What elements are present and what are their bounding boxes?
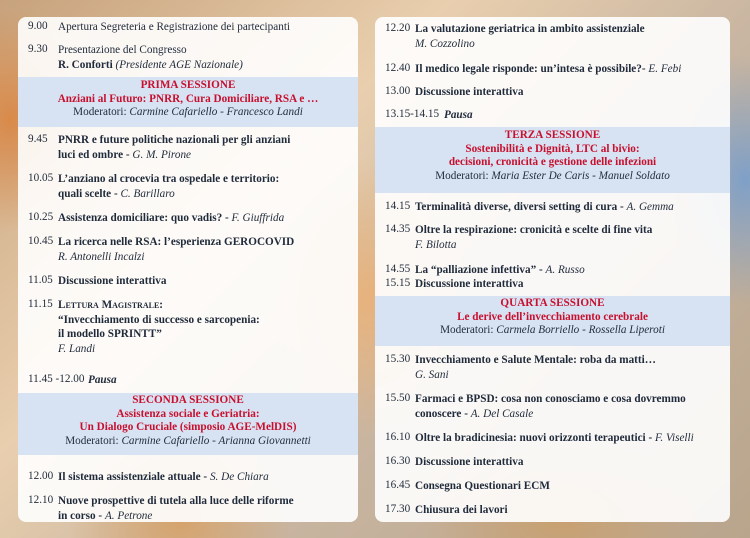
item-time: 10.25: [28, 211, 54, 223]
session-moderators: Moderatori: Maria Ester De Caris - Manuel Soldato: [435, 169, 670, 182]
item-title: Nuove prospettive di tutela alla luce delle riforme: [58, 495, 294, 507]
item-speaker: F. Landi: [58, 342, 96, 355]
item-title: Il sistema assistenziale attuale: [58, 471, 201, 483]
item-time: 11.05: [28, 274, 53, 286]
item-speaker: F. Giuffrida: [231, 212, 285, 224]
item-title: PNRR e future politiche nazionali per gli anziani: [58, 134, 291, 146]
item-time: 14.55: [385, 263, 411, 275]
item-time: 11.45 -12.00: [28, 373, 85, 385]
item-title: Il medico legale risponde: un’intesa è possibile?-: [415, 63, 646, 75]
item-speaker: G. Sani: [415, 368, 449, 381]
item-title: Consegna Questionari ECM: [415, 480, 550, 492]
item-title: Discussione interattiva: [415, 86, 524, 98]
item-speaker: F. Viselli: [655, 432, 694, 444]
item-title: Discussione interattiva: [415, 278, 524, 290]
item-title: La valutazione geriatrica in ambito assistenziale: [415, 23, 645, 35]
session-subtitle: Anziani al Futuro: PNRR, Cura Domiciliare, RSA e …: [57, 92, 319, 105]
item-time: 12.00: [28, 470, 54, 482]
item-time: 10.45: [28, 235, 54, 247]
session-subtitle: Sostenibilità e Dignità, LTC al bivio:: [465, 142, 640, 155]
item-time: 15.30: [385, 353, 411, 365]
session-moderators: Moderatori: Carmine Cafariello - Francesco Landi: [73, 106, 303, 118]
item-speaker-role: (Presidente AGE Nazionale): [115, 58, 243, 71]
item-time: 11.15: [28, 298, 53, 310]
item-time: 9.30: [28, 43, 48, 55]
item-time: 16.30: [385, 455, 411, 467]
item-title: Oltre la bradicinesia: nuovi orizzonti terapeutici: [415, 432, 646, 444]
item-time: 13.00: [385, 85, 411, 97]
item-time: 16.45: [385, 479, 411, 491]
item-speaker: A. Del Casale: [470, 407, 534, 420]
item-time: 12.40: [385, 62, 411, 74]
session-title: TERZA SESSIONE: [504, 129, 601, 141]
session-moderators: Moderatori: Carmine Cafariello - Arianna Giovannetti: [65, 434, 311, 447]
program-left-column: 9.00 Apertura Segreteria e Registrazione dei partecipanti 9.30 Presentazione del Congresso R. Conforti (Presidente AGE Nazionale) PRIMA SESSIONE Anziani al Futuro: PNRR, Cura Domiciliare, RSA e … Moderatori: Carmine Cafariello - Francesco Landi 9.45 PNRR e future politiche nazionali per gli anziani luci ed ombre - G. M. Pirone 10.05 L’anziano al crocevia tra ospedale e territorio: quali scelte - C. Barillaro 10.25 Assistenza domiciliare: quo vadis? - F. Giuffrida 10.45 La ricerca nelle RSA: l’esperienza GEROCOVID R. Antonelli Incalzi 11.05 Discussione interattiva 11.15 Lettura Magistrale: “Invecchiamento di successo e sarcopenia: il modello SPRINTT” F. Landi 11.45 -12.00 Pausa SECONDA SESSIONE Assistenza sociale e Geriatria: Un Dialogo Cruciale (simposio AGE-MelDIS) Moderatori: Carmine Cafariello - Arianna Giovannetti 12.00 Il sistema assistenziale attuale - S. De Chiara 12.10 Nuove prospettive di tutela alla luce delle riforme in corso - A. Petrone: [18, 17, 358, 522]
item-title: Terminalità diverse, diversi setting di cura: [415, 201, 618, 213]
item-label: Lettura Magistrale:: [58, 299, 164, 311]
item-time: 15.15: [385, 277, 411, 289]
item-speaker: C. Barillaro: [120, 187, 175, 200]
session-3-banner: TERZA SESSIONE Sostenibilità e Dignità, LTC al bivio: decisioni, cronicità e gestione delle infezioni Moderatori: Maria Ester De Caris - Manuel Soldato: [375, 127, 730, 193]
item-title: Farmaci e BPSD: cosa non conosciamo e cosa dovremmo: [415, 393, 686, 405]
session-title: SECONDA SESSIONE: [132, 394, 244, 406]
item-title: L’anziano al crocevia tra ospedale e territorio:: [58, 173, 280, 185]
item-speaker: A. Petrone: [104, 509, 153, 522]
item-speaker: S. De Chiara: [209, 471, 269, 483]
program-right-column: 12.20 La valutazione geriatrica in ambito assistenziale M. Cozzolino 12.40 Il medico legale risponde: un’intesa è possibile?- E. Febi 13.00 Discussione interattiva 13.15-14.15 Pausa TERZA SESSIONE Sostenibilità e Dignità, LTC al bivio: decisioni, cronicità e gestione delle infezioni Moderatori: Maria Ester De Caris - Manuel Soldato 14.15 Terminalità diverse, diversi setting di cura - A. Gemma 14.35 Oltre la respirazione: cronicità e scelte di fine vita F. Bilotta 14.55 La “palliazione infettiva” - A. Russo 15.15 Discussione interattiva QUARTA SESSIONE Le derive dell’invecchiamento cerebrale Moderatori: Carmela Borriello - Rossella Liperoti 15.30 Invecchiamento e Salute Mentale: roba da matti… G. Sani 15.50 Farmaci e BPSD: cosa non conosciamo e cosa dovremmo conoscere - A. Del Casale 16.10 Oltre la bradicinesia: nuovi orizzonti terapeutici - F. Viselli 16.30 Discussione interattiva 16.45 Consegna Questionari ECM 17.30 Chiusura dei lavori: [375, 17, 730, 522]
item-time: 15.50: [385, 392, 411, 404]
session-title: PRIMA SESSIONE: [140, 79, 236, 91]
session-2-banner: SECONDA SESSIONE Assistenza sociale e Geriatria: Un Dialogo Cruciale (simposio AGE-MelDIS) Moderatori: Carmine Cafariello - Arianna Giovannetti: [18, 393, 358, 455]
item-title: Oltre la respirazione: cronicità e scelte di fine vita: [415, 224, 653, 236]
item-title: Pausa: [88, 374, 117, 386]
item-speaker: A. Gemma: [626, 201, 674, 213]
session-subtitle: Le derive dell’invecchiamento cerebrale: [457, 310, 648, 323]
item-time: 10.05: [28, 172, 54, 184]
item-title: Pausa: [444, 109, 473, 121]
item-time: 14.35: [385, 223, 411, 235]
item-time: 9.45: [28, 133, 48, 145]
item-speaker: R. Antonelli Incalzi: [58, 250, 145, 263]
item-speaker: R. Conforti: [58, 58, 113, 71]
item-title: Apertura Segreteria e Registrazione dei partecipanti: [58, 21, 291, 33]
item-speaker: M. Cozzolino: [415, 37, 475, 50]
item-title: Presentazione del Congresso: [58, 44, 187, 56]
item-time: 17.30: [385, 503, 411, 515]
item-title: Discussione interattiva: [58, 275, 167, 287]
item-speaker: E. Febi: [648, 63, 682, 75]
item-time: 9.00: [28, 20, 48, 32]
item-time: 12.10: [28, 494, 54, 506]
session-4-banner: [375, 296, 730, 346]
session-title: QUARTA SESSIONE: [500, 297, 605, 309]
item-title: La “palliazione infettiva”: [415, 264, 537, 276]
item-title: La ricerca nelle RSA: l’esperienza GEROCOVID: [58, 236, 295, 248]
item-time: 14.15: [385, 200, 411, 212]
item-time: 13.15-14.15: [385, 108, 440, 120]
item-title: Assistenza domiciliare: quo vadis?: [58, 212, 223, 224]
session-1-banner: [18, 77, 358, 127]
item-speaker: A. Russo: [545, 264, 585, 276]
item-title: “Invecchiamento di successo e sarcopenia:: [58, 313, 260, 326]
item-speaker: G. M. Pirone: [132, 148, 192, 161]
item-title: Invecchiamento e Salute Mentale: roba da matti…: [415, 354, 656, 366]
item-title: Discussione interattiva: [415, 456, 524, 468]
session-moderators: Moderatori: Carmela Borriello - Rossella Liperoti: [440, 324, 665, 336]
session-subtitle: Assistenza sociale e Geriatria:: [116, 407, 260, 420]
item-speaker: F. Bilotta: [415, 238, 457, 251]
item-time: 12.20: [385, 22, 411, 34]
item-time: 16.10: [385, 431, 411, 443]
item-title: Chiusura dei lavori: [415, 504, 508, 516]
